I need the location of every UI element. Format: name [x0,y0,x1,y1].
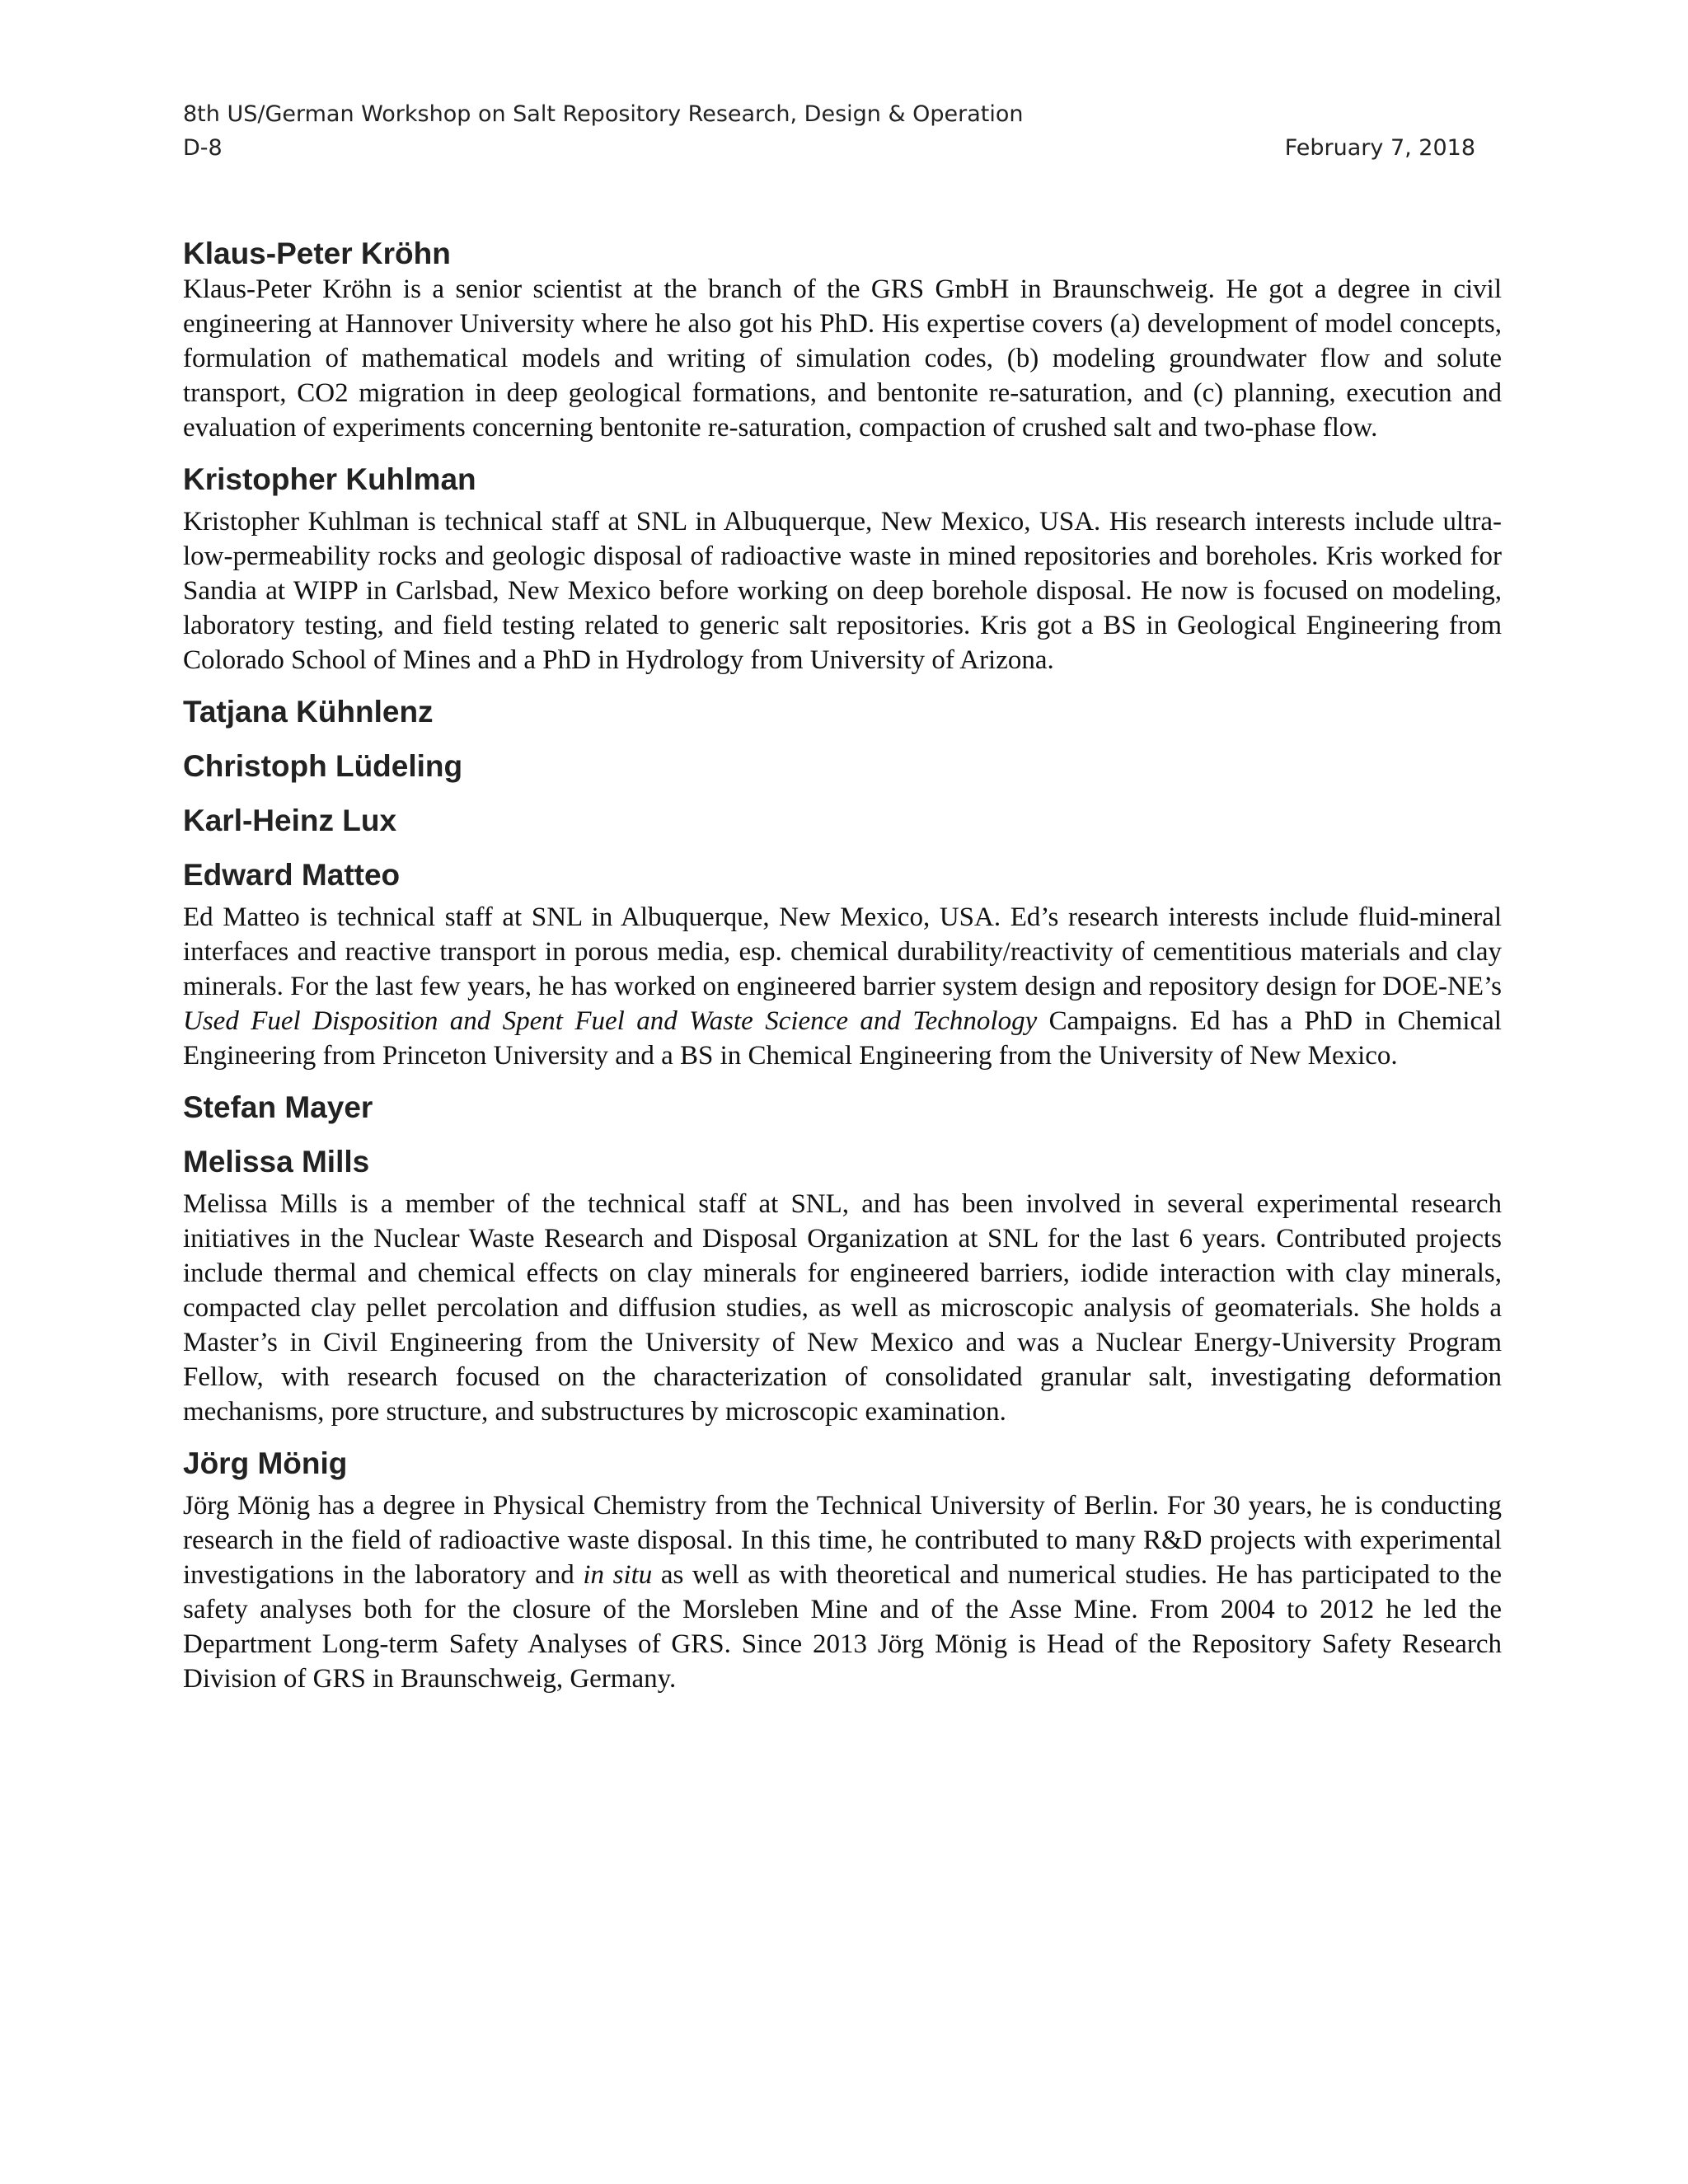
person-bio [183,900,1502,1073]
person-name: Klaus-Peter Kröhn [183,237,451,270]
person-name: Jörg Mönig [183,1446,348,1480]
person-name: Karl-Heinz Lux [183,804,397,837]
person-name: Melissa Mills [183,1145,370,1179]
bio-text: Jörg Mönig has a degree in Physical Chemistry from the Technical University of Berlin. For 30 years, he is conducting research in the field of radioactive waste disposal. In this time, he contributed to many R&D projects with experimental investigations in the laboratory and [183,1491,1502,1590]
page-code: D-8 [183,135,223,161]
in-situ-italic: in situ [583,1560,653,1590]
bio-text: Ed Matteo is technical staff at SNL in Albuquerque, New Mexico, USA. Ed’s research interests include fluid-mineral interfaces and reactive transport in porous media, esp. chemical durability/reactivity of cementitious materials and clay minerals. For the last few years, he has worked on engineered barrier system design and repository design for DOE-NE’s [183,902,1502,1001]
person-name: Kristopher Kuhlman [183,462,476,496]
person-name: Edward Matteo [183,858,401,892]
bio-entry-mayer [183,1090,1502,1126]
bios-content [183,236,1502,1713]
bio-entry-lux [183,803,1502,839]
person-bio: Melissa Mills is a member of the technical staff at SNL, and has been involved in several experimental research initiatives in the Nuclear Waste Research and Disposal Organization at SNL for the last 6 years. Contributed projects include thermal and chemical effects on clay minerals for engineered barriers, iodide interaction with clay minerals, compacted clay pellet percolation and diffusion studies, as well as microscopic analysis of geomaterials. She holds a Master’s in Civil Engineering from the University of New Mexico and was a Nuclear Energy-University Program Fellow, with research focused on the characterization of consolidated granular salt, investigating deformation mechanisms, pore structure, and substructures by microscopic examination. [183,1189,1502,1427]
person-bio [183,1488,1502,1696]
person-name: Tatjana Kühnlenz [183,695,434,729]
bio-entry-kuhlman [183,462,1502,677]
bio-text: as well as with theoretical and numerical studies. He has participated to the safety analyses both for the closure of the Morsleben Mine and of the Asse Mine. From 2004 to 2012 he led the Department Long-term Safety Analyses of GRS. Since 2013 Jörg Mönig is Head of the Repository Safety Research Division of GRS in Braunschweig, Germany. [183,1560,1503,1694]
bio-text: Campaigns. Ed has a PhD in Chemical Engineering from Princeton University and a BS in Chemical Engineering from the University of New Mexico. [183,1006,1502,1071]
header-row [183,131,1475,165]
page-date: February 7, 2018 [1284,135,1475,161]
campaign-name-italic: Used Fuel Disposition and Spent Fuel and Waste Science and Technology [183,1006,1038,1036]
person-name: Christoph Lüdeling [183,749,463,783]
person-name: Stefan Mayer [183,1090,373,1124]
person-bio: Kristopher Kuhlman is technical staff at SNL in Albuquerque, New Mexico, USA. His research interests include ultra-low-permeability rocks and geologic disposal of radioactive waste in mined repositories and boreholes. Kris worked for Sandia at WIPP in Carlsbad, New Mexico before working on deep borehole disposal. He now is focused on modeling, laboratory testing, and field testing related to generic salt repositories. Kris got a BS in Geological Engineering from Colorado School of Mines and a PhD in Hydrology from University of Arizona. [183,507,1502,675]
bio-entry-mills [183,1144,1502,1429]
person-bio: Klaus-Peter Kröhn is a senior scientist at the branch of the GRS GmbH in Braunschweig. He got a degree in civil engineering at Hannover University where he also got his PhD. His expertise covers (a) development of model concepts, formulation of mathematical models and writing of simulation codes, (b) modeling groundwater flow and solute transport, CO2 migration in deep geological formations, and bentonite re-saturation, and (c) planning, execution and evaluation of experiments concerning bentonite re-saturation, compaction of crushed salt and two-phase flow. [183,274,1502,443]
page-header [183,97,1475,165]
bio-entry-ludeling [183,748,1502,785]
bio-entry-krohn [183,236,1502,445]
bio-entry-kuhnlenz [183,694,1502,730]
workshop-title: 8th US/German Workshop on Salt Repository Research, Design & Operation [183,101,1024,127]
bio-entry-matteo [183,857,1502,1073]
bio-entry-monig [183,1446,1502,1696]
